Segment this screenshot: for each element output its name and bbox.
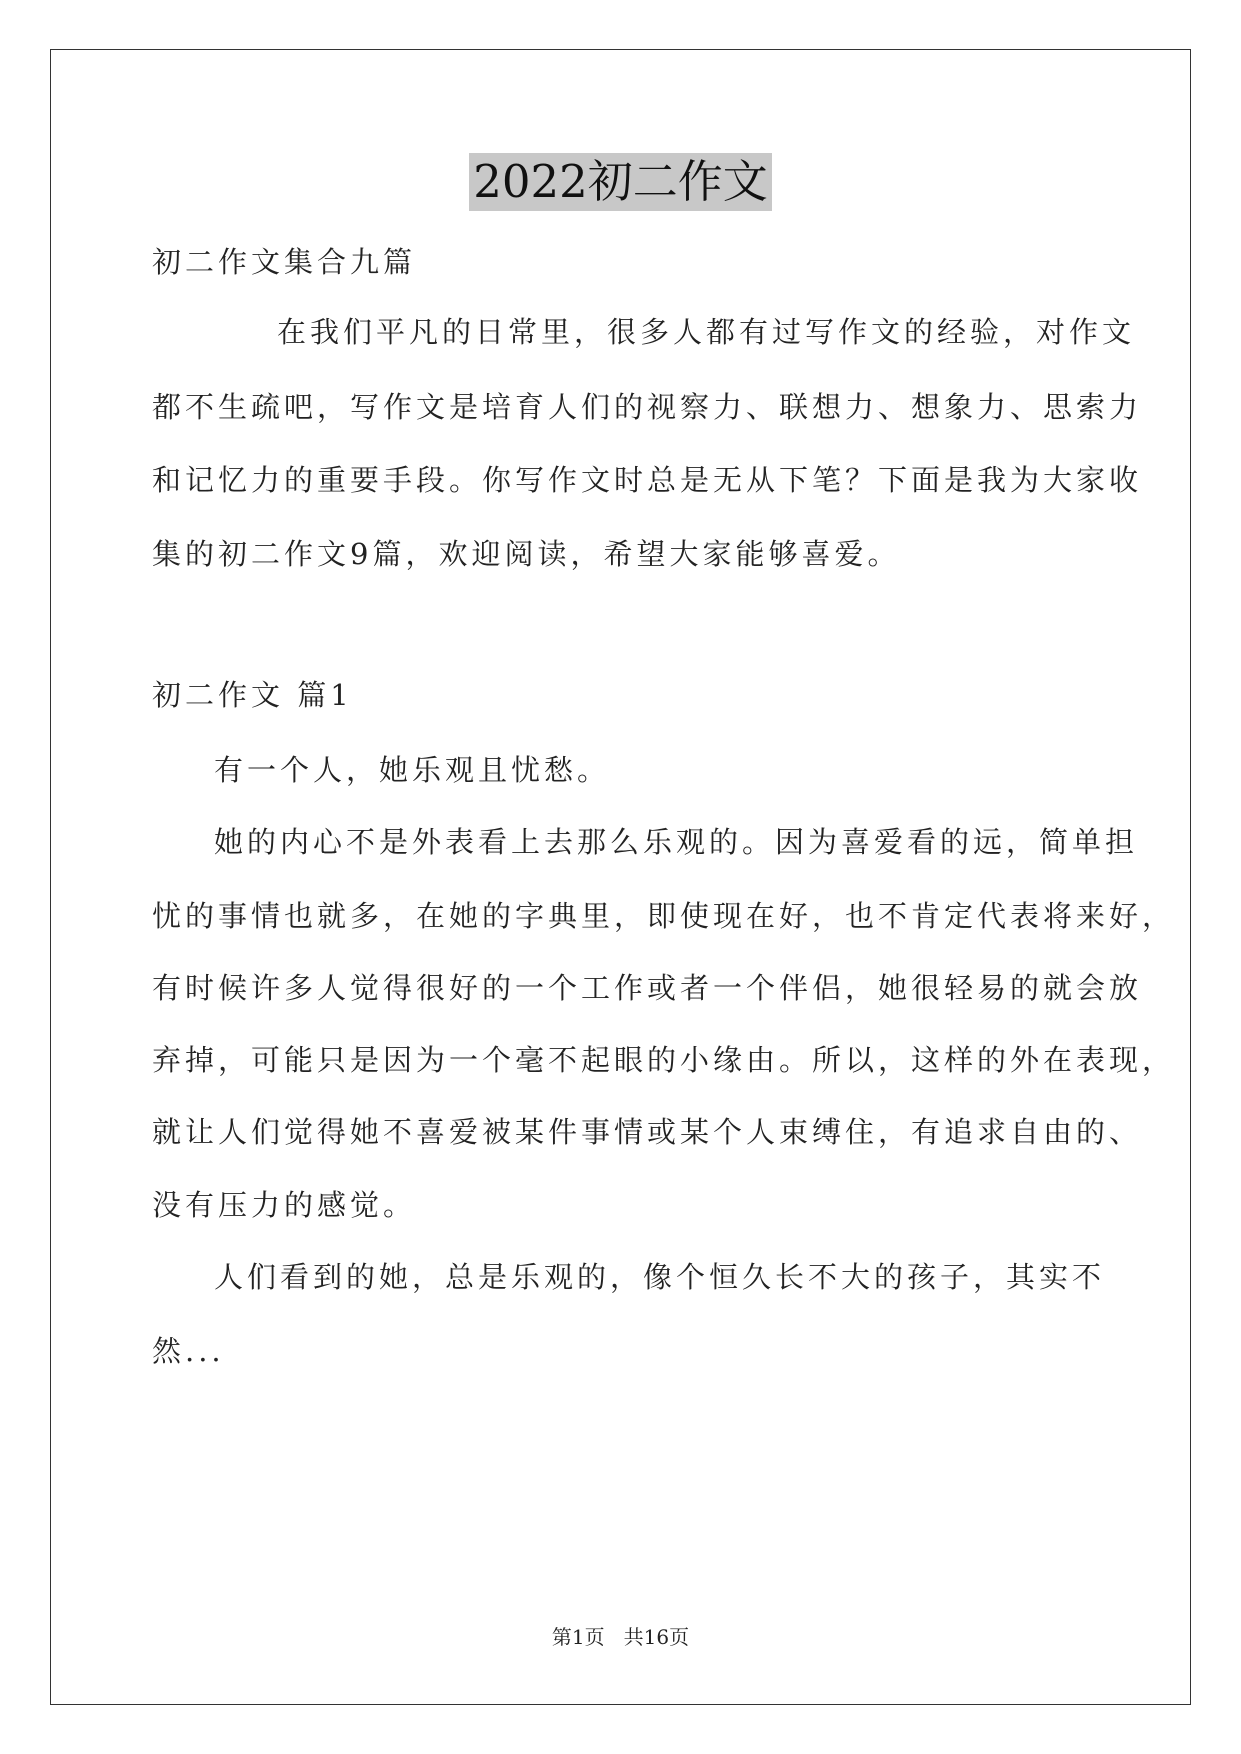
intro-line: 集的初二作文9篇，欢迎阅读，希望大家能够喜爱。 — [152, 537, 901, 571]
paragraph-line: 没有压力的感觉。 — [152, 1188, 417, 1222]
intro-line: 在我们平凡的日常里，很多人都有过写作文的经验，对作文 — [277, 315, 1136, 349]
paragraph-line: 忧的事情也就多，在她的字典里，即使现在好，也不肯定代表将来好， — [152, 899, 1176, 933]
page-number-footer: 第1页 共16页 — [551, 1625, 690, 1649]
paragraph-line: 有一个人，她乐观且忧愁。 — [214, 753, 611, 787]
document-title: 2022初二作文 — [469, 153, 772, 211]
intro-line: 都不生疏吧，写作文是培育人们的视察力、联想力、想象力、思索力 — [152, 390, 1143, 424]
paragraph-line: 就让人们觉得她不喜爱被某件事情或某个人束缚住，有追求自由的、 — [152, 1115, 1143, 1149]
page-border — [50, 49, 1191, 1705]
paragraph-line: 人们看到的她，总是乐观的，像个恒久长不大的孩子，其实不 — [214, 1260, 1106, 1294]
section-heading: 初二作文 篇1 — [152, 678, 353, 712]
paragraph-line: 弃掉，可能只是因为一个毫不起眼的小缘由。所以，这样的外在表现， — [152, 1043, 1176, 1077]
intro-line: 和记忆力的重要手段。你写作文时总是无从下笔？下面是我为大家收 — [152, 463, 1143, 497]
paragraph-line: 然... — [152, 1334, 225, 1368]
title-container — [0, 153, 1241, 211]
document-subtitle: 初二作文集合九篇 — [152, 245, 417, 279]
paragraph-line: 她的内心不是外表看上去那么乐观的。因为喜爱看的远，简单担 — [214, 825, 1139, 859]
paragraph-line: 有时候许多人觉得很好的一个工作或者一个伴侣，她很轻易的就会放 — [152, 971, 1143, 1005]
